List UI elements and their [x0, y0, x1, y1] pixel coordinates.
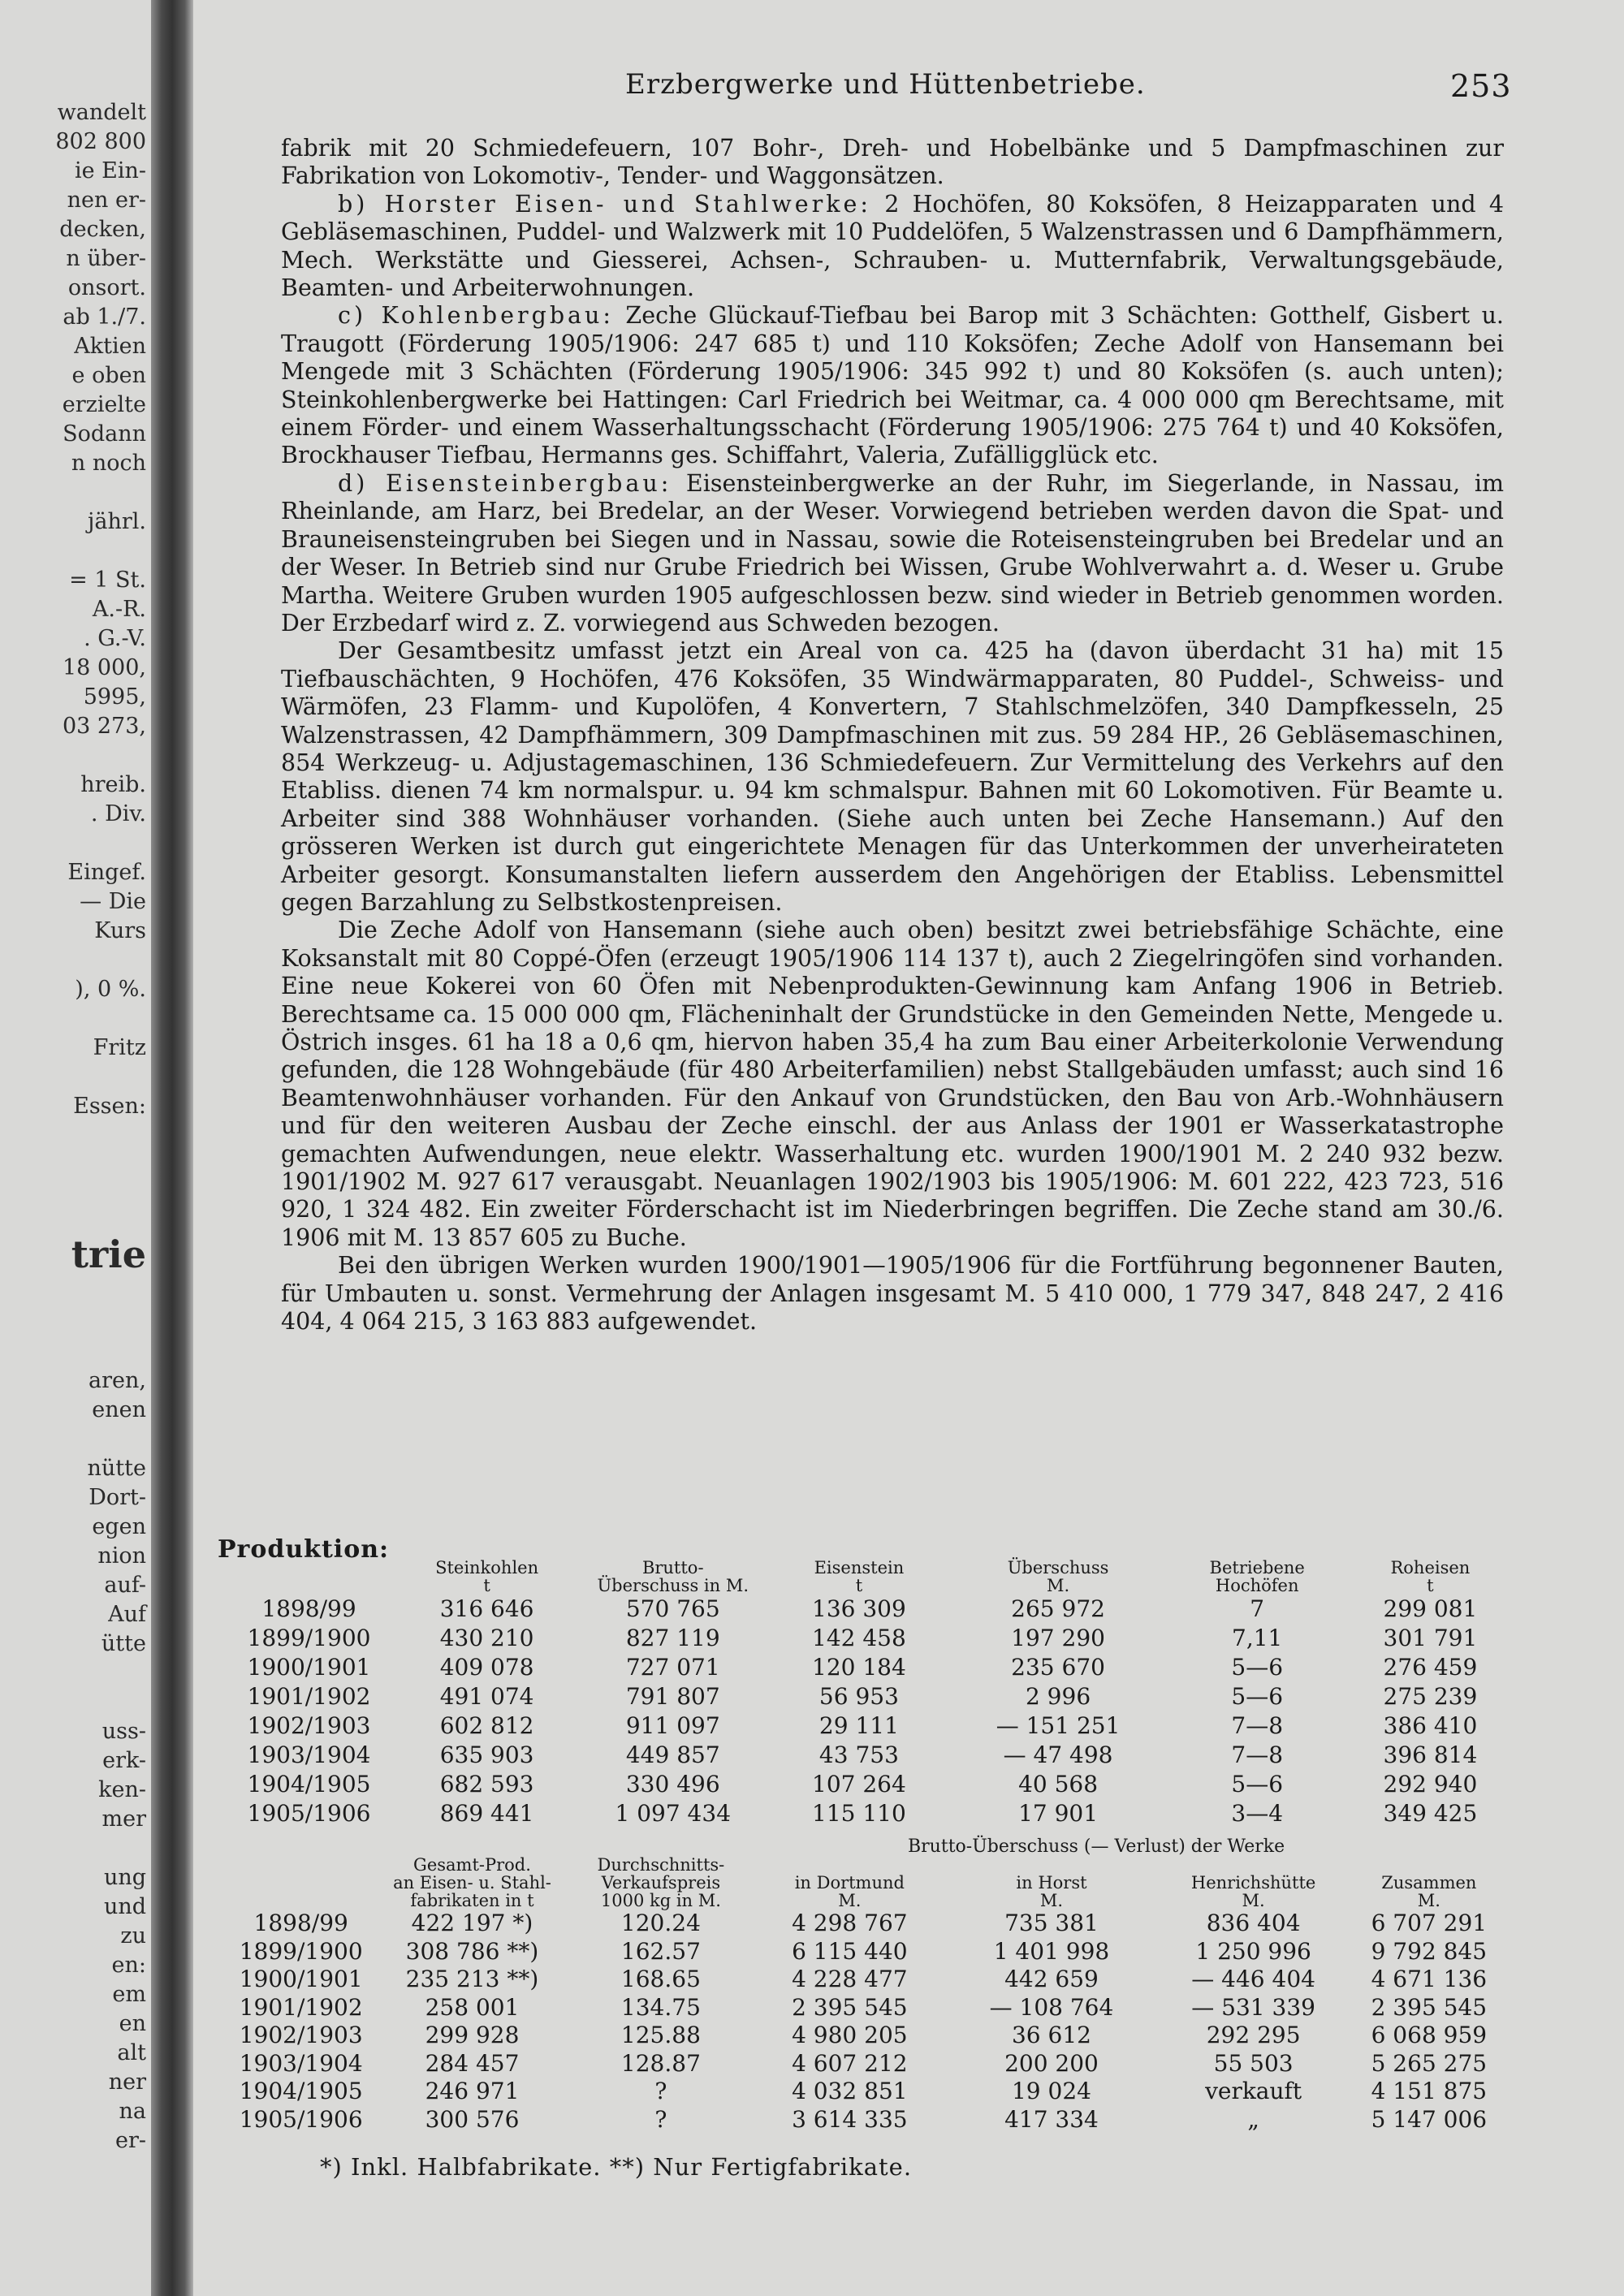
table-row	[218, 1682, 1517, 1711]
column-header: in Dortmund M.	[794, 1873, 905, 1910]
table-row	[218, 1994, 1517, 2022]
facing-page-line: en	[119, 2011, 146, 2036]
table-label: Produktion:	[218, 1535, 390, 1564]
row-year: 1904/1905	[247, 1771, 371, 1798]
column-header: Eisenstein t	[814, 1558, 905, 1595]
table-cell: 5 147 006	[1371, 2105, 1488, 2133]
document-page	[193, 0, 1624, 2296]
table-cell: 1 097 434	[615, 1800, 732, 1827]
facing-page-line: Essen:	[73, 1094, 146, 1119]
table-cell: 602 812	[439, 1712, 534, 1739]
table-cell: 120.24	[620, 1910, 701, 1936]
table-cell: 442 659	[1004, 1966, 1099, 1992]
facing-page-line: und	[103, 1894, 146, 1919]
table-cell: — 446 404	[1191, 1966, 1315, 1992]
section-label: d) Eisensteinbergbau:	[338, 469, 672, 497]
row-year: 1900/1901	[239, 1966, 363, 1992]
table-cell: 1 250 996	[1195, 1937, 1311, 1965]
body-paragraph	[281, 917, 1504, 1252]
row-year: 1899/1900	[247, 1625, 371, 1651]
table-cell: 142 458	[812, 1625, 906, 1651]
table-cell: 275 239	[1383, 1683, 1478, 1710]
row-year: 1902/1903	[247, 1712, 371, 1739]
table-row	[218, 1799, 1517, 1828]
facing-page-line: ung	[103, 1865, 146, 1890]
table-row	[218, 1595, 1517, 1624]
facing-page-line: ken-	[98, 1777, 146, 1802]
body-paragraph	[281, 302, 1504, 469]
table-cell: 7	[1250, 1595, 1265, 1622]
table-cell: 200 200	[1004, 2049, 1099, 2077]
row-year: 1901/1902	[239, 1993, 363, 2021]
table-cell: 5 265 275	[1371, 2049, 1488, 2077]
table-cell: 5—6	[1231, 1683, 1284, 1710]
facing-page-line: n noch	[71, 451, 146, 476]
facing-page-line: aren,	[89, 1368, 146, 1393]
production-table	[218, 1535, 1517, 1828]
table-cell: 2 395 545	[1371, 1993, 1488, 2021]
table-cell: 3—4	[1231, 1800, 1284, 1827]
table-cell: 449 857	[625, 1741, 720, 1768]
table-cell: 422 197 *)	[411, 1910, 533, 1936]
facing-page-line: mer	[102, 1806, 146, 1832]
facing-page-line: 5995,	[83, 684, 146, 710]
row-year: 1905/1906	[239, 2105, 363, 2133]
profit-table	[218, 1838, 1517, 2134]
table-row	[218, 1770, 1517, 1799]
running-header	[193, 68, 1624, 104]
facing-page-line: onsort.	[67, 275, 146, 300]
facing-page-line: Dort-	[89, 1485, 146, 1510]
facing-page-line: ie Ein-	[74, 158, 146, 183]
facing-page-line: 18 000,	[62, 655, 146, 680]
facing-page-line: = 1 St.	[69, 568, 146, 593]
facing-page-line: hreib.	[80, 772, 146, 797]
facing-page-line: decken,	[59, 217, 146, 242]
facing-page-line: A.-R.	[92, 597, 146, 622]
facing-page-line: uss-	[102, 1719, 146, 1744]
table-cell: ?	[654, 2078, 667, 2104]
table-cell: 299 081	[1383, 1595, 1478, 1622]
table-row	[218, 1910, 1517, 1938]
table-cell: 349 425	[1383, 1800, 1478, 1827]
body-paragraph	[281, 191, 1504, 303]
table-cell: 6 068 959	[1371, 2022, 1488, 2048]
table-cell: 827 119	[625, 1625, 720, 1651]
page-number: 253	[1450, 68, 1512, 104]
facing-page-line: Auf	[108, 1602, 146, 1627]
facing-page-line: er-	[114, 2128, 146, 2153]
table-cell: 3 614 335	[792, 2105, 908, 2133]
facing-page-line: Sodann	[63, 421, 146, 447]
table-cell: 7—8	[1231, 1741, 1284, 1768]
paragraph-text: Zeche Glückauf-Tiefbau bei Barop mit 3 Schächten: Gotthelf, Gisbert u. Traugott (Förderung 1905/1906: 247 685 t) und 110 Koksöfen; Zeche Adolf von Hansemann bei Mengede mit 3 Schächten (Förderung 1905/1906: 345 992 t) und 80 Koksöfen (s. auch unten); Steinkohlenbergwerke bei Hattingen: Carl Friedrich bei Weitmar, ca. 4 000 000 qm Berechtsame, mit einem Förder- und einem Wasserhaltungsschacht (Förderung 1905/1906: 275 764 t) und 40 Koksöfen, Brockhauser Tiefbau, Hermanns ges. Schiffahrt, Valeria, Zufälligglück etc.	[281, 302, 1504, 469]
table-cell: verkauft	[1205, 2078, 1302, 2104]
row-year: 1902/1903	[239, 2022, 363, 2048]
table-cell: 330 496	[625, 1771, 720, 1798]
table-row	[218, 2078, 1517, 2106]
table-cell: 570 765	[625, 1595, 720, 1622]
row-year: 1900/1901	[247, 1654, 371, 1681]
column-header: Durchschnitts- Verkaufspreis 1000 kg in M.	[597, 1855, 725, 1910]
table-cell: 162.57	[620, 1937, 701, 1965]
column-header: Zusammen M.	[1381, 1873, 1477, 1910]
facing-page-line: na	[119, 2099, 146, 2124]
table-cell: 258 001	[425, 1993, 520, 2021]
table-cell: 7—8	[1231, 1712, 1284, 1739]
table-cell: 276 459	[1383, 1654, 1478, 1681]
row-year: 1898/99	[253, 1910, 348, 1936]
column-header: in Horst M.	[1016, 1873, 1087, 1910]
facing-page-line: ), 0 %.	[75, 977, 146, 1002]
book-spine	[151, 0, 193, 2296]
table-cell: 168.65	[620, 1966, 701, 1992]
facing-page-line: erk-	[102, 1748, 146, 1773]
body-paragraph	[281, 1252, 1504, 1336]
table-cell: 235 670	[1011, 1654, 1105, 1681]
table-row	[218, 1938, 1517, 1966]
table-cell: 36 612	[1011, 2022, 1091, 2048]
facing-page-line: . Div.	[90, 801, 146, 826]
table-cell: 134.75	[620, 1993, 701, 2021]
table-cell: 911 097	[625, 1712, 720, 1739]
table-cell: 491 074	[439, 1683, 534, 1710]
facing-page-line: auf-	[104, 1573, 146, 1598]
facing-page-line: alt	[117, 2040, 146, 2065]
facing-page-line: ner	[108, 2069, 146, 2095]
row-year: 1905/1906	[247, 1800, 371, 1827]
facing-page-line: 03 273,	[62, 714, 146, 739]
facing-page-line: en:	[111, 1953, 146, 1978]
table-cell: 4 032 851	[792, 2078, 908, 2104]
table-cell: 869 441	[439, 1800, 534, 1827]
table-cell: 19 024	[1011, 2078, 1091, 2104]
table-cell: 4 980 205	[792, 2022, 908, 2048]
facing-page-line: trie	[71, 1232, 146, 1276]
table-cell: — 151 251	[996, 1712, 1121, 1739]
table-cell: 107 264	[812, 1771, 906, 1798]
table-footnote: *) Inkl. Halbfabrikate. **) Nur Fertigfabrikate.	[320, 2153, 913, 2181]
table-cell: 55 503	[1213, 2049, 1294, 2077]
table-label	[218, 1838, 384, 1910]
facing-page-line: Aktien	[74, 334, 146, 359]
table-cell: 396 814	[1383, 1741, 1478, 1768]
table-cell: 417 334	[1004, 2105, 1099, 2133]
table-row	[218, 2050, 1517, 2078]
facing-page-line: em	[112, 1982, 146, 2007]
table-cell: 4 298 767	[792, 1910, 908, 1936]
table-cell: 115 110	[812, 1800, 906, 1827]
table-cell: 292 295	[1206, 2022, 1301, 2048]
table-cell: 316 646	[439, 1595, 534, 1622]
table-cell: 300 576	[425, 2105, 520, 2133]
paragraph-text: Eisensteinbergwerke an der Ruhr, im Siegerlande, in Nassau, im Rheinlande, am Harz, bei Bredelar, an der Weser. Vorwiegend betrieben werden davon die Spat- und Brauneisensteingruben bei Siegen und in Nassau, sowie die Roteisensteingruben bei Bredelar und an der Weser. In Betrieb sind nur Grube Friedrich bei Wissen, Grube Wohlverwahrt a. d. Weser u. Grube Martha. Weitere Gruben wurden 1905 aufgeschlossen bezw. sind wieder in Betrieb genommen worden. Der Erzbedarf wird z. Z. vorwiegend aus Schweden bezogen.	[281, 469, 1504, 637]
facing-page-line: Kurs	[94, 918, 146, 943]
table-cell: 2 395 545	[792, 1993, 908, 2021]
facing-page-line: jährl.	[88, 509, 146, 534]
table-cell: 4 151 875	[1371, 2078, 1488, 2104]
facing-page-line: — Die	[80, 889, 146, 914]
row-year: 1903/1904	[239, 2049, 363, 2077]
column-header: Brutto- Überschuss in M.	[597, 1558, 749, 1595]
row-year: 1899/1900	[239, 1937, 363, 1965]
table-cell: 308 786 **)	[405, 1937, 539, 1965]
table-cell: 265 972	[1011, 1595, 1105, 1622]
facing-page-line: zu	[120, 1923, 146, 1949]
body-text	[281, 135, 1504, 1336]
body-paragraph	[281, 135, 1504, 191]
table-cell: — 531 339	[1191, 1993, 1315, 2021]
table-cell: 5—6	[1231, 1771, 1284, 1798]
table-cell: 56 953	[818, 1683, 899, 1710]
table-cell: 299 928	[425, 2022, 520, 2048]
paragraph-text: 2 Hochöfen, 80 Koksöfen, 8 Heizapparaten und 4 Gebläsemaschinen, Puddel- und Walzwerk mit 10 Puddelöfen, 5 Walzenstrassen und 6 Dampfhämmern, Mech. Werkstätte und Giesserei, Achsen-, Schrauben- u. Mutternfabrik, Verwaltungsgebäude, Beamten- und Arbeiterwohnungen.	[281, 190, 1504, 302]
paragraph-text: Die Zeche Adolf von Hansemann (siehe auch oben) besitzt zwei betriebsfähige Schächte, eine Koksanstalt mit 80 Coppé-Öfen (erzeugt 1905/1906 114 137 t), auch 2 Ziegelringöfen sind vorhanden. Eine neue Kokerei von 60 Öfen mit Nebenprodukten-Gewinnung kam Anfang 1906 in Betrieb. Berechtsame ca. 15 000 000 qm, Flächeninhalt der Grundstücke in den Gemeinden Nette, Mengede u. Östrich insges. 61 ha 18 a 0,6 qm, hiervon haben 35,4 ha zum Bau einer Arbeiterkolonie Verwendung gefunden, die 128 Wohngebäude (für 480 Arbeiterfamilien) nebst Stallgebäuden umfasst; auch sind 16 Beamtenwohnhäuser vorhanden. Für den Ankauf von Grundstücken, den Bau von Arb.-Wohnhäusern und für den weiteren Ausbau der Zeche einschl. der aus Anlass der 1901 er Wasserkatastrophe gemachten Aufwendungen, neue elektr. Wasserhaltung etc. wurden 1900/1901 M. 2 240 932 bezw. 1901/1902 M. 927 617 verausgabt. Neuanlagen 1902/1903 bis 1905/1906: M. 601 222, 423 723, 516 920, 1 324 482. Ein zweiter Förderschacht ist im Niederbringen begriffen. Die Zeche stand am 30./6. 1906 mit M. 13 857 605 zu Buche.	[281, 917, 1504, 1251]
section-label: b) Horster Eisen- und Stahlwerke:	[338, 190, 871, 218]
paragraph-text: fabrik mit 20 Schmiedefeuern, 107 Bohr-, Dreh- und Hobelbänke und 5 Dampfmaschinen zur Fabrikation von Lokomotiv-, Tender- und Waggonsätzen.	[281, 135, 1504, 190]
column-header: Roheisen t	[1390, 1558, 1471, 1595]
table-row	[218, 1741, 1517, 1770]
table-row	[218, 2022, 1517, 2050]
column-header: Betriebene Hochöfen	[1209, 1558, 1305, 1595]
facing-page-line: Eingef.	[67, 860, 146, 885]
table-cell: 836 404	[1206, 1910, 1301, 1936]
section-label: c) Kohlenbergbau:	[338, 302, 615, 330]
table-cell: 682 593	[439, 1771, 534, 1798]
table-cell: 246 971	[425, 2078, 520, 2104]
table-row	[218, 1653, 1517, 1682]
header-title: Erzbergwerke und Hüttenbetriebe.	[625, 68, 1146, 101]
row-year: 1898/99	[261, 1595, 356, 1622]
facing-page-line: e oben	[71, 363, 146, 388]
table-cell: 4 607 212	[792, 2049, 908, 2077]
table-cell: 6 707 291	[1371, 1910, 1488, 1936]
table-cell: 235 213 **)	[405, 1966, 539, 1992]
table-row	[218, 1966, 1517, 1994]
table-cell: 29 111	[818, 1712, 899, 1739]
facing-page-line: Fritz	[93, 1035, 146, 1060]
table-cell: ?	[654, 2105, 667, 2133]
body-paragraph	[281, 637, 1504, 917]
table-cell: 386 410	[1383, 1712, 1478, 1739]
table-cell: „	[1247, 2105, 1259, 2133]
table-cell: 9 792 845	[1371, 1937, 1488, 1965]
facing-page-line: n über-	[66, 246, 146, 271]
table-cell: 6 115 440	[792, 1937, 908, 1965]
table-cell: 5—6	[1231, 1654, 1284, 1681]
column-header: Henrichshütte M.	[1190, 1873, 1316, 1910]
table-cell: 292 940	[1383, 1771, 1478, 1798]
table-cell: 791 807	[625, 1683, 720, 1710]
paragraph-text: Bei den übrigen Werken wurden 1900/1901—1905/1906 für die Fortführung begonnener Bauten, für Umbauten u. sonst. Vermehrung der Anlagen insgesamt M. 5 410 000, 1 779 347, 848 247, 2 416 404, 4 064 215, 3 163 883 aufgewendet.	[281, 1252, 1504, 1336]
facing-page-line: ütte	[101, 1631, 146, 1656]
table-cell: 2 996	[1025, 1683, 1091, 1710]
table-cell: 128.87	[620, 2049, 701, 2077]
column-header: Gesamt-Prod. an Eisen- u. Stahl- fabrikaten in t	[393, 1855, 551, 1910]
facing-page-line: egen	[92, 1514, 146, 1539]
table-cell: 635 903	[439, 1741, 534, 1768]
table-cell: 284 457	[425, 2049, 520, 2077]
facing-page-line: ab 1./7.	[63, 304, 146, 330]
table-row	[218, 2106, 1517, 2134]
facing-page-line: . G.-V.	[84, 626, 146, 651]
table-cell: 125.88	[620, 2022, 701, 2048]
table-row	[218, 1624, 1517, 1653]
column-header: Steinkohlen t	[435, 1558, 539, 1595]
facing-page-line: 802 800	[55, 129, 146, 154]
table-cell: 430 210	[439, 1625, 534, 1651]
table-cell: — 108 764	[989, 1993, 1114, 2021]
table-cell: 197 290	[1011, 1625, 1105, 1651]
facing-page-line: wandelt	[57, 100, 146, 125]
table-row	[218, 1711, 1517, 1741]
table-cell: 17 901	[1018, 1800, 1099, 1827]
table-cell: 727 071	[625, 1654, 720, 1681]
table-cell: 43 753	[818, 1741, 899, 1768]
table-cell: 120 184	[812, 1654, 906, 1681]
table-cell: — 47 498	[1003, 1741, 1113, 1768]
row-year: 1901/1902	[247, 1683, 371, 1710]
table-cell: 735 381	[1004, 1910, 1099, 1936]
table-cell: 301 791	[1383, 1625, 1478, 1651]
table-cell: 1 401 998	[993, 1937, 1110, 1965]
profit-span-header: Brutto-Überschuss (— Verlust) der Werke	[908, 1836, 1285, 1857]
table-cell: 40 568	[1018, 1771, 1099, 1798]
facing-page-line: nen er-	[67, 188, 146, 213]
facing-page-fragment	[0, 0, 151, 2296]
column-header: Überschuss M.	[1007, 1558, 1109, 1595]
paragraph-text: Der Gesamtbesitz umfasst jetzt ein Areal von ca. 425 ha (davon überdacht 31 ha) mit 15 Tiefbauschächten, 9 Hochöfen, 476 Koksöfen, 35 Windwärmapparaten, 80 Puddel-, Schweiss- und Wärmöfen, 23 Flamm- und Kupolöfen, 4 Konvertern, 7 Stahlschmelzöfen, 340 Dampfkesseln, 25 Walzenstrassen, 42 Dampfhämmern, 309 Dampfmaschinen mit zus. 59 284 HP., 26 Gebläsemaschinen, 854 Werkzeug- u. Adjustagemaschinen, 136 Schmiedefeuern. Zur Vermittelung des Verkehrs auf den Etabliss. dienen 74 km normalspur. u. 94 km schmalspur. Bahnen mit 60 Lokomotiven. Für Beamte u. Arbeiter sind 388 Wohnhäuser vorhanden. (Siehe auch unten bei Zeche Hansemann.) Auf den grösseren Werken ist durch gut eingerichtete Menagen für das Unterkommen der unverheirateten Arbeiter gesorgt. Konsumanstalten liefern ausserdem den Angehörigen der Etabliss. Lebensmittel gegen Barzahlung zu Selbstkostenpreisen.	[281, 637, 1504, 916]
table-cell: 7,11	[1232, 1625, 1283, 1651]
row-year: 1903/1904	[247, 1741, 371, 1768]
facing-page-line: nütte	[87, 1456, 146, 1481]
table-cell: 4 671 136	[1371, 1966, 1488, 1992]
body-paragraph	[281, 470, 1504, 637]
table-cell: 136 309	[812, 1595, 906, 1622]
facing-page-line: erzielte	[62, 392, 146, 417]
row-year: 1904/1905	[239, 2078, 363, 2104]
facing-page-line: nion	[97, 1543, 146, 1569]
table-cell: 4 228 477	[792, 1966, 908, 1992]
table-cell: 409 078	[439, 1654, 534, 1681]
facing-page-line: enen	[92, 1397, 146, 1422]
